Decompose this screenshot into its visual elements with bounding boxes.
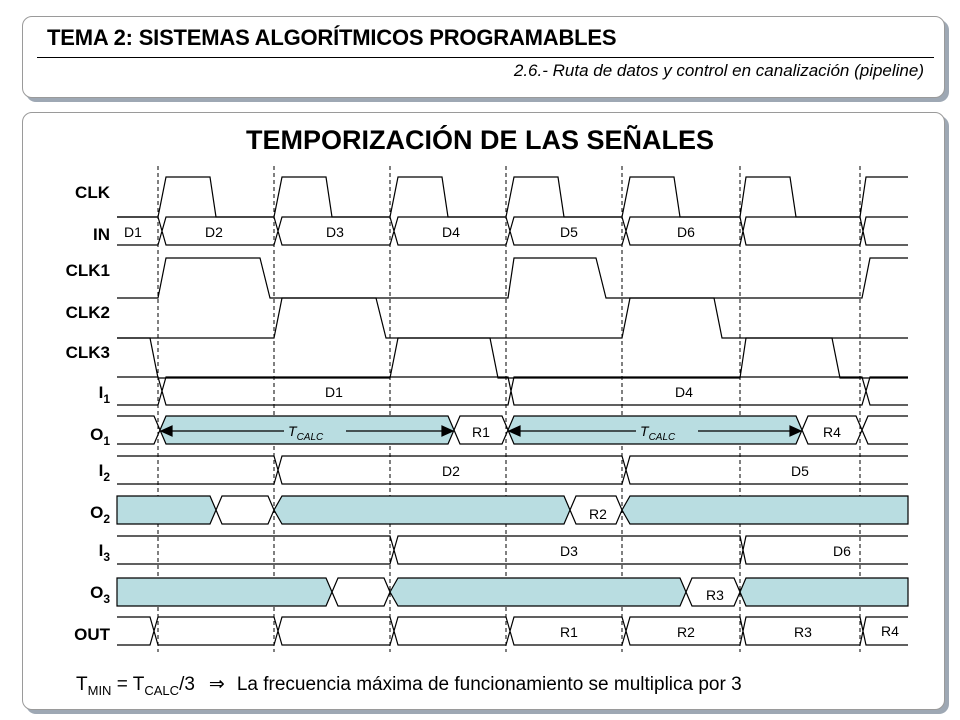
out-value-r2: R2 (677, 624, 695, 640)
o2-unknown-2 (274, 496, 570, 524)
out-value-r3: R3 (794, 624, 812, 640)
bus-i2 (117, 456, 908, 484)
o3-unknown-3 (740, 578, 908, 606)
o3-unknown-2 (390, 578, 686, 606)
tcalc-label-2: $T_{CALC}$ (640, 423, 676, 443)
diagram-heading: TEMPORIZACIÓN DE LAS SEÑALES (245, 125, 715, 155)
bus-i1 (117, 377, 908, 405)
in-value-d5: D5 (560, 224, 578, 240)
label-in: IN (93, 225, 110, 244)
bus-out (117, 617, 908, 645)
implies-arrow-icon: ⇒ (208, 674, 225, 695)
o1-value-r1: R1 (472, 424, 490, 440)
label-clk2: CLK2 (65, 303, 110, 322)
in-value-d4: D4 (442, 224, 460, 240)
label-out: OUT (74, 625, 110, 644)
wave-clk1 (117, 258, 908, 298)
i3-value-d3: D3 (560, 543, 578, 559)
o2-unknown-1 (117, 496, 216, 524)
label-i2: $I_2$ (98, 461, 110, 484)
page-subtitle: 2.6.- Ruta de datos y control en canalización (pipeline) (513, 61, 924, 80)
page-title: TEMA 2: SISTEMAS ALGORÍTMICOS PROGRAMABLES (47, 25, 617, 50)
label-clk: CLK (75, 183, 110, 202)
o2-value-r2: R2 (589, 506, 607, 522)
label-clk1: CLK1 (65, 261, 110, 280)
label-o2: $O_2$ (90, 503, 110, 526)
i1-value-d4: D4 (675, 384, 693, 400)
label-clk3: CLK3 (65, 343, 110, 362)
waveforms (117, 177, 908, 378)
label-i1: $I_1$ (98, 383, 110, 406)
i2-value-d2: D2 (442, 463, 460, 479)
o3-unknown-1 (117, 578, 332, 606)
out-value-r4: R4 (881, 623, 899, 639)
out-value-r1: R1 (560, 624, 578, 640)
label-i3: $I_3$ (98, 541, 110, 564)
tcalc-label-1: $T_{CALC}$ (288, 423, 324, 443)
o1-value-r4: R4 (823, 424, 841, 440)
in-value-d2: D2 (205, 224, 223, 240)
signal-labels (66, 183, 111, 644)
o2-unknown-3 (622, 496, 908, 524)
wave-clk2 (117, 298, 908, 338)
wave-clk3 (117, 338, 908, 378)
bus-i3 (117, 536, 908, 564)
footer-formula: $T_{MIN} = T_{CALC}/3$ ⇒ La frecuencia máxima de funcionamiento se multiplica por 3 (76, 674, 742, 698)
bus-in (117, 217, 908, 245)
in-value-d3: D3 (326, 224, 344, 240)
label-o1: $O_1$ (90, 425, 110, 448)
wave-clk (117, 177, 908, 217)
in-value-d1: D1 (124, 224, 142, 240)
i1-value-d1: D1 (325, 384, 343, 400)
in-value-d6: D6 (677, 224, 695, 240)
o3-value-r3: R3 (706, 587, 724, 603)
i2-value-d5: D5 (791, 463, 809, 479)
label-o3: $O_3$ (90, 583, 110, 606)
i3-value-d6: D6 (833, 543, 851, 559)
shaded-bus-regions (117, 416, 908, 606)
